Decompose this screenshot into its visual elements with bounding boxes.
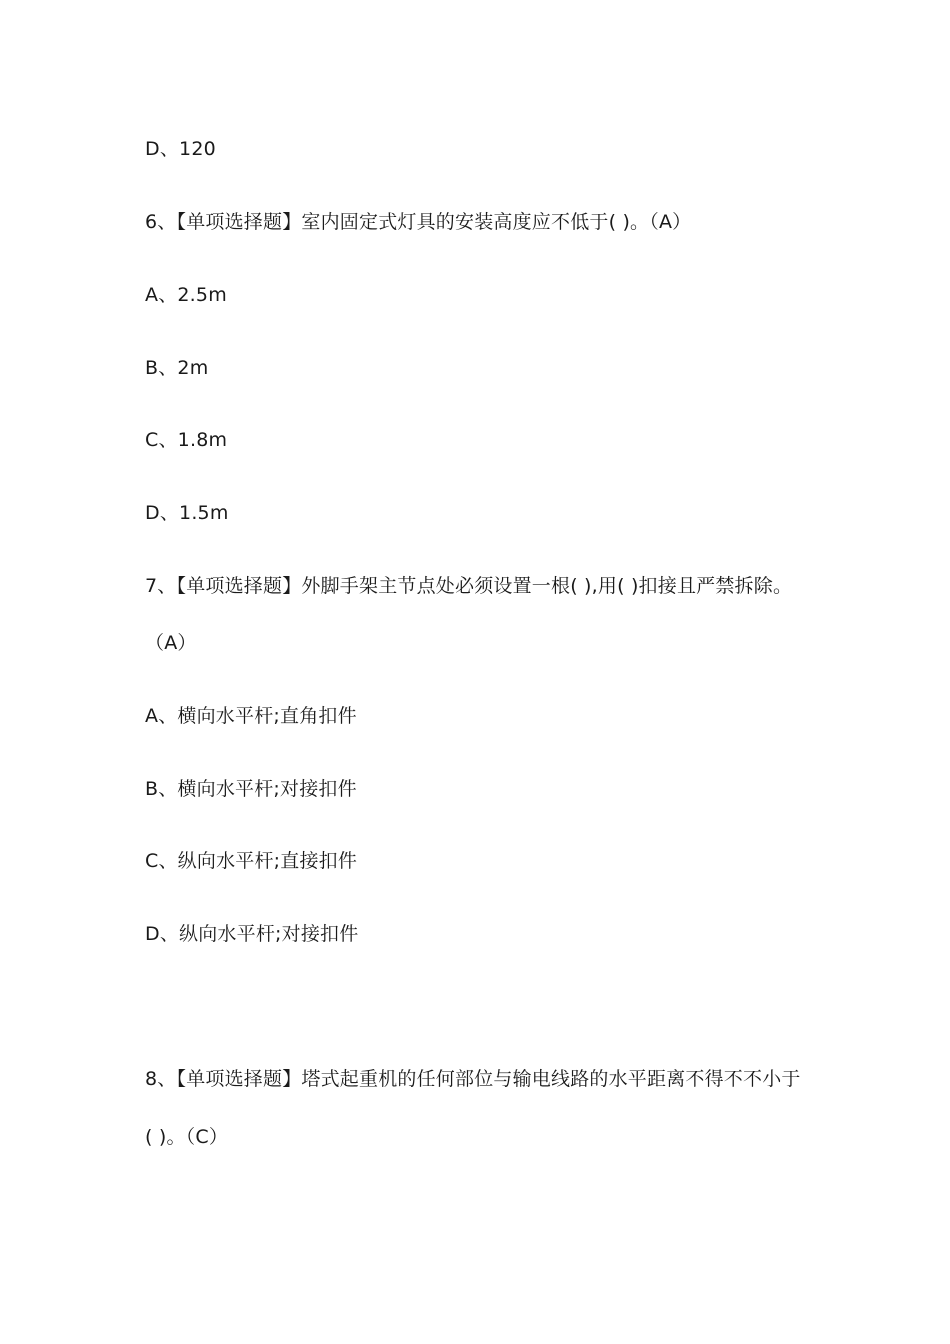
q8-answer: ( )。（C） [145, 1126, 229, 1148]
q7-option-c: C、纵向水平杆;直接扣件 [145, 850, 358, 872]
q6-option-d: D、1.5m [145, 502, 229, 524]
q8-question: 8、【单项选择题】塔式起重机的任何部位与输电线路的水平距离不得不不小于 [145, 1068, 801, 1090]
q7-option-a: A、横向水平杆;直角扣件 [145, 705, 357, 727]
q7-question: 7、【单项选择题】外脚手架主节点处必须设置一根( ),用( )扣接且严禁拆除。 [145, 575, 793, 597]
q7-option-b: B、横向水平杆;对接扣件 [145, 778, 357, 800]
q7-option-d: D、纵向水平杆;对接扣件 [145, 923, 359, 945]
q6-question: 6、【单项选择题】室内固定式灯具的安装高度应不低于( )。（A） [145, 211, 692, 233]
q7-answer: （A） [145, 632, 197, 654]
q5-option-d: D、120 [145, 138, 216, 160]
q6-option-a: A、2.5m [145, 284, 227, 306]
q6-option-c: C、1.8m [145, 429, 228, 451]
q6-option-b: B、2m [145, 357, 209, 379]
